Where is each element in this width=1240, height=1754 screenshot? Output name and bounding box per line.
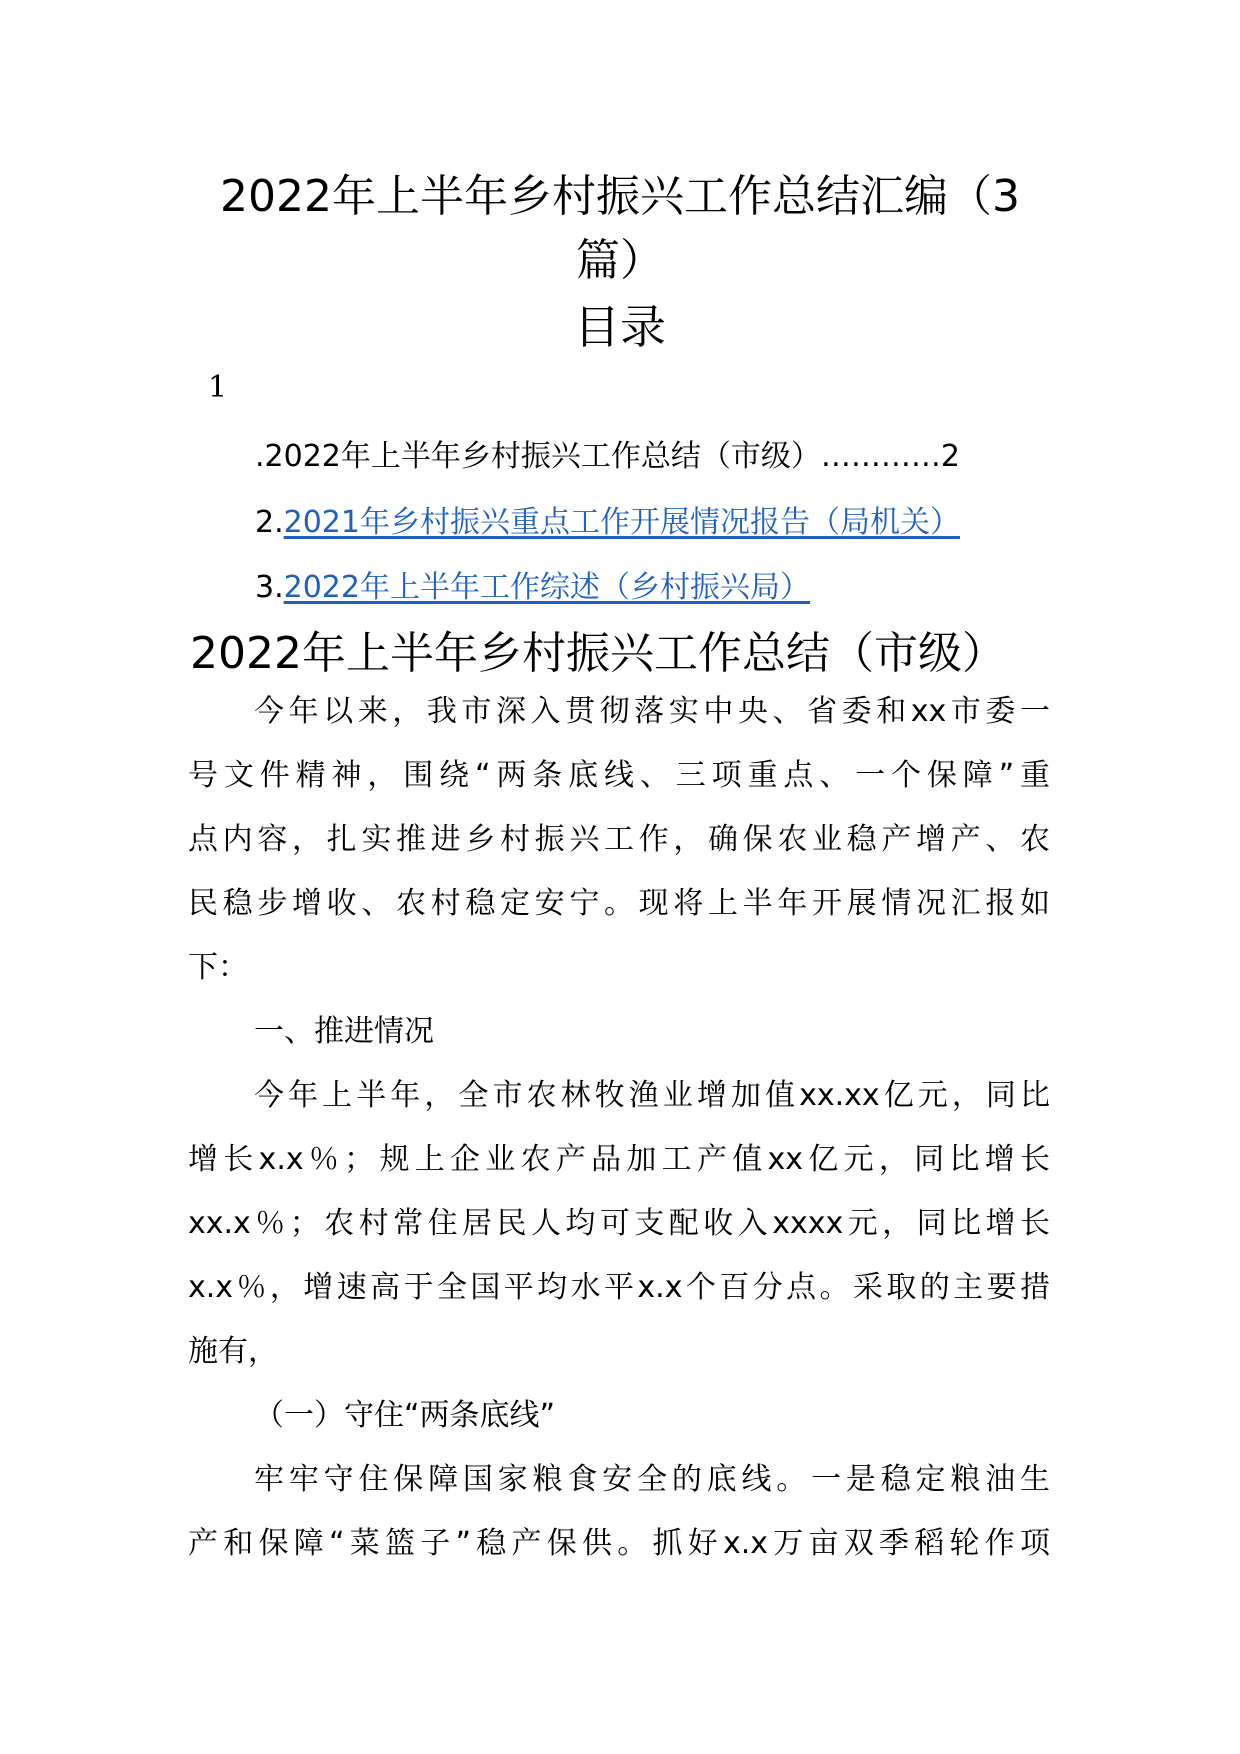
body-line: 下： <box>188 950 248 985</box>
toc-item-3-prefix: 3. <box>255 570 284 605</box>
body-line: 施有， <box>188 1334 278 1369</box>
heading-level-1: 一、推进情况 <box>254 1014 434 1049</box>
toc-item-1[interactable] <box>255 437 960 477</box>
toc-item-3-link[interactable]: 2022年上半年工作综述（乡村振兴局） <box>283 570 810 605</box>
document-title-line-2: 篇） <box>576 235 664 286</box>
toc-heading: 目录 <box>574 300 666 354</box>
document-body <box>188 680 1050 1576</box>
body-line: x.x％，增速高于全国平均水平x.x个百分点。采取的主要措 <box>188 1270 1050 1305</box>
toc-item-2-prefix: 2. <box>255 505 284 540</box>
body-line: 牢牢守住保障国家粮食安全的底线。一是稳定粮油生 <box>254 1462 1050 1497</box>
toc-number: 1 <box>208 370 228 405</box>
section-title: 2022年上半年乡村振兴工作总结（市级） <box>190 628 1006 679</box>
toc-item-3[interactable] <box>255 568 810 608</box>
toc-item-2-link[interactable]: 2021年乡村振兴重点工作开展情况报告（局机关） <box>283 505 960 540</box>
body-line: 民稳步增收、农村稳定安宁。现将上半年开展情况汇报如 <box>188 886 1050 921</box>
document-title-line-1: 2022年上半年乡村振兴工作总结汇编（3 <box>220 171 1020 222</box>
body-line: 号文件精神，围绕“两条底线、三项重点、一个保障”重 <box>188 758 1050 793</box>
body-line: xx.x％；农村常住居民人均可支配收入xxxx元，同比增长 <box>188 1206 1050 1241</box>
body-line: 今年以来，我市深入贯彻落实中央、省委和xx市委一 <box>254 694 1050 729</box>
body-line: 今年上半年，全市农林牧渔业增加值xx.xx亿元，同比 <box>254 1078 1050 1113</box>
body-line: 增长x.x％；规上企业农产品加工产值xx亿元，同比增长 <box>188 1142 1050 1177</box>
toc-item-2[interactable] <box>255 503 960 543</box>
heading-level-2: （一）守住“两条底线” <box>254 1398 556 1433</box>
body-line: 点内容，扎实推进乡村振兴工作，确保农业稳产增产、农 <box>188 822 1050 857</box>
toc-item-1-text: .2022年上半年乡村振兴工作总结（市级）…………2 <box>255 439 960 474</box>
body-line: 产和保障“菜篮子”稳产保供。抓好x.x万亩双季稻轮作项 <box>188 1526 1050 1561</box>
